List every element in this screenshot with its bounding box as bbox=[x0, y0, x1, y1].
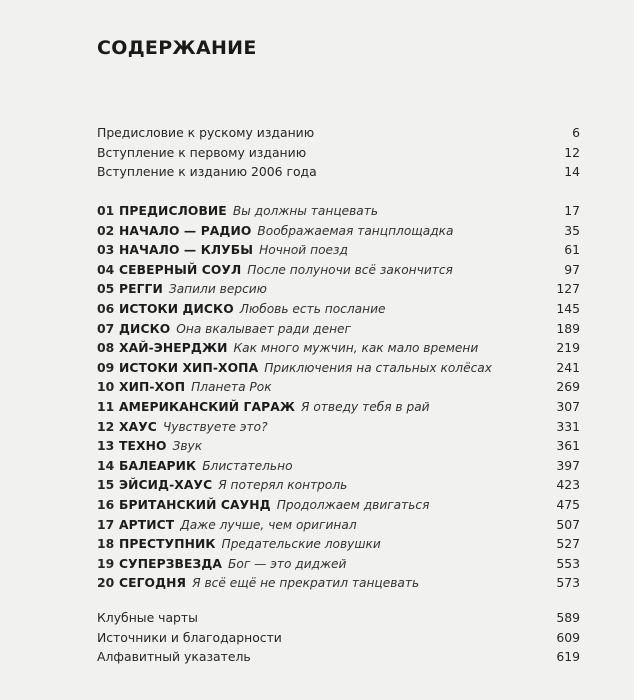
chapter-entry[interactable] bbox=[97, 417, 580, 437]
chapter-number: 17 bbox=[97, 516, 115, 532]
chapter-number: 05 bbox=[97, 281, 115, 297]
chapter-name: НАЧАЛО — КЛУБЫ bbox=[119, 243, 254, 258]
chapter-title-group bbox=[119, 417, 268, 438]
page-title: СОДЕРЖАНИЕ bbox=[97, 37, 257, 59]
chapter-subtitle: Любовь есть послание bbox=[239, 302, 386, 316]
page-number: 589 bbox=[556, 610, 580, 625]
chapter-title-group bbox=[119, 201, 378, 222]
chapter-subtitle: Продолжаем двигаться bbox=[276, 498, 430, 512]
page-number: 97 bbox=[564, 261, 580, 277]
page-number: 307 bbox=[556, 399, 580, 414]
chapter-subtitle: Она вкалывает ради денег bbox=[176, 321, 351, 336]
front-matter-entry[interactable] bbox=[97, 143, 580, 163]
chapter-entry[interactable] bbox=[97, 377, 580, 397]
chapter-subtitle: После полуночи всё закончится bbox=[247, 262, 453, 277]
chapter-subtitle: Вы должны танцевать bbox=[232, 204, 379, 218]
chapter-title-group bbox=[119, 377, 272, 398]
chapter-entry[interactable] bbox=[97, 299, 580, 319]
chapter-entry[interactable] bbox=[97, 456, 580, 476]
chapter-name: АРТИСТ bbox=[119, 517, 175, 532]
chapter-entry[interactable] bbox=[97, 534, 580, 554]
chapter-subtitle: Звук bbox=[172, 439, 203, 454]
chapter-title-group bbox=[119, 397, 430, 418]
chapter-number: 10 bbox=[97, 379, 115, 395]
chapter-title-group bbox=[119, 299, 386, 320]
chapter-number: 14 bbox=[97, 457, 115, 473]
chapter-number: 07 bbox=[97, 320, 115, 336]
chapter-entry[interactable] bbox=[97, 554, 580, 574]
chapter-number: 03 bbox=[97, 242, 115, 258]
chapter-subtitle: Блистательно bbox=[202, 458, 293, 473]
page-number: 553 bbox=[556, 555, 580, 571]
chapter-name: БРИТАНСКИЙ САУНД bbox=[119, 498, 271, 512]
page-number: 619 bbox=[556, 649, 580, 665]
chapter-entry[interactable] bbox=[97, 201, 580, 221]
chapter-subtitle: Я всё ещё не прекратил танцевать bbox=[192, 576, 420, 591]
page-number: 61 bbox=[564, 242, 580, 258]
chapter-entry[interactable] bbox=[97, 358, 580, 378]
chapter-title-group bbox=[119, 436, 202, 457]
chapter-number: 06 bbox=[97, 301, 115, 316]
chapter-subtitle: Приключения на стальных колёсах bbox=[264, 360, 492, 375]
chapter-number: 09 bbox=[97, 359, 115, 375]
back-matter-entry[interactable] bbox=[97, 647, 580, 667]
chapter-name: ХИП-ХОП bbox=[119, 380, 186, 395]
front-matter-entry[interactable] bbox=[97, 123, 580, 143]
page-number: 361 bbox=[556, 438, 580, 454]
chapter-entry[interactable] bbox=[97, 573, 580, 593]
chapter-number: 18 bbox=[97, 536, 115, 552]
chapter-entry[interactable] bbox=[97, 436, 580, 456]
chapter-title-group bbox=[119, 319, 351, 340]
page-number: 127 bbox=[556, 281, 580, 297]
page-number: 14 bbox=[564, 164, 580, 180]
page-number: 423 bbox=[556, 477, 580, 493]
entry-title: Источники и благодарности bbox=[97, 629, 282, 645]
chapter-entry[interactable] bbox=[97, 475, 580, 495]
chapter-name: НАЧАЛО — РАДИО bbox=[119, 223, 252, 238]
entry-title: Алфавитный указатель bbox=[97, 649, 251, 665]
chapter-name: ДИСКО bbox=[119, 321, 171, 336]
chapter-entry[interactable] bbox=[97, 338, 580, 358]
chapter-subtitle: Ночной поезд bbox=[259, 243, 348, 258]
chapter-title-group bbox=[119, 221, 453, 242]
chapter-entry[interactable] bbox=[97, 397, 580, 417]
back-matter-entry[interactable] bbox=[97, 608, 580, 628]
chapter-number: 08 bbox=[97, 340, 115, 356]
chapter-subtitle: Я отведу тебя в рай bbox=[301, 400, 430, 414]
page-number: 35 bbox=[564, 222, 580, 238]
page-number: 609 bbox=[556, 629, 580, 645]
page-number: 573 bbox=[556, 575, 580, 591]
page-number: 219 bbox=[556, 340, 580, 356]
page-number: 331 bbox=[556, 418, 580, 434]
back-matter-entry[interactable] bbox=[97, 628, 580, 648]
chapter-name: СЕВЕРНЫЙ СОУЛ bbox=[119, 262, 242, 277]
page-number: 241 bbox=[556, 359, 580, 375]
chapter-number: 04 bbox=[97, 261, 115, 277]
page-number: 17 bbox=[564, 203, 580, 218]
chapter-title-group bbox=[119, 260, 453, 281]
chapter-title-group bbox=[119, 495, 429, 516]
chapter-subtitle: Чувствуете это? bbox=[162, 419, 268, 434]
chapter-entry[interactable] bbox=[97, 221, 580, 241]
page-number: 397 bbox=[556, 457, 580, 473]
page-number: 6 bbox=[572, 125, 580, 140]
page-number: 475 bbox=[556, 497, 580, 512]
page-number: 527 bbox=[556, 536, 580, 552]
chapter-title-group bbox=[119, 554, 346, 575]
chapter-entry[interactable] bbox=[97, 515, 580, 535]
chapter-title-group bbox=[119, 475, 347, 496]
chapter-number: 12 bbox=[97, 418, 115, 434]
entry-title: Вступление к первому изданию bbox=[97, 144, 307, 160]
chapter-number: 19 bbox=[97, 555, 115, 571]
chapter-title-group bbox=[119, 534, 381, 555]
chapter-name: ТЕХНО bbox=[119, 439, 167, 454]
chapter-subtitle: Воображаемая танцплощадка bbox=[257, 223, 454, 238]
chapter-name: ИСТОКИ ХИП-ХОПА bbox=[119, 360, 259, 375]
chapter-name: ИСТОКИ ДИСКО bbox=[119, 302, 234, 316]
chapter-subtitle: Планета Рок bbox=[191, 380, 272, 395]
chapter-name: РЕГГИ bbox=[119, 282, 163, 297]
chapter-number: 02 bbox=[97, 222, 115, 238]
chapter-entry[interactable] bbox=[97, 240, 580, 260]
front-matter-entry[interactable] bbox=[97, 162, 580, 182]
chapter-number: 01 bbox=[97, 203, 115, 218]
entry-title: Предисловие к рускому изданию bbox=[97, 125, 315, 140]
page-number: 507 bbox=[556, 516, 580, 532]
chapter-name: АМЕРИКАНСКИЙ ГАРАЖ bbox=[119, 400, 295, 414]
page-number: 269 bbox=[556, 379, 580, 395]
chapter-number: 13 bbox=[97, 438, 115, 454]
chapter-title-group bbox=[119, 240, 348, 261]
entry-title: Клубные чарты bbox=[97, 610, 198, 625]
chapter-number: 20 bbox=[97, 575, 115, 591]
chapter-name: БАЛЕАРИК bbox=[119, 458, 197, 473]
chapter-title-group bbox=[119, 573, 419, 594]
chapter-entry[interactable] bbox=[97, 260, 580, 280]
chapter-number: 16 bbox=[97, 497, 115, 512]
chapter-name: СЕГОДНЯ bbox=[119, 576, 187, 591]
chapter-name: ХАЙ-ЭНЕРДЖИ bbox=[119, 341, 228, 356]
chapter-name: СУПЕРЗВЕЗДА bbox=[119, 556, 223, 571]
chapter-name: ХАУС bbox=[119, 419, 157, 434]
entry-title: Вступление к изданию 2006 года bbox=[97, 164, 317, 180]
chapter-subtitle: Я потерял контроль bbox=[218, 478, 348, 493]
page-number: 12 bbox=[564, 144, 580, 160]
chapter-title-group bbox=[119, 279, 267, 300]
chapter-title-group bbox=[119, 515, 357, 536]
chapter-subtitle: Бог — это диджей bbox=[228, 556, 347, 571]
chapter-title-group bbox=[119, 338, 478, 359]
chapter-entry[interactable] bbox=[97, 279, 580, 299]
chapter-name: ЭЙСИД-ХАУС bbox=[119, 478, 213, 493]
page-number: 145 bbox=[556, 301, 580, 316]
chapter-name: ПРЕДИСЛОВИЕ bbox=[119, 204, 227, 218]
chapter-title-group bbox=[119, 456, 293, 477]
chapter-subtitle: Как много мужчин, как мало времени bbox=[233, 341, 479, 356]
chapter-subtitle: Запили версию bbox=[168, 282, 267, 297]
chapter-subtitle: Предательские ловушки bbox=[221, 537, 381, 552]
chapter-number: 15 bbox=[97, 477, 115, 493]
chapter-subtitle: Даже лучше, чем оригинал bbox=[180, 517, 357, 532]
chapter-entry[interactable] bbox=[97, 319, 580, 339]
chapter-name: ПРЕСТУПНИК bbox=[119, 537, 216, 552]
chapter-entry[interactable] bbox=[97, 495, 580, 515]
chapter-number: 11 bbox=[97, 399, 115, 414]
page-number: 189 bbox=[556, 320, 580, 336]
chapter-title-group bbox=[119, 358, 492, 379]
